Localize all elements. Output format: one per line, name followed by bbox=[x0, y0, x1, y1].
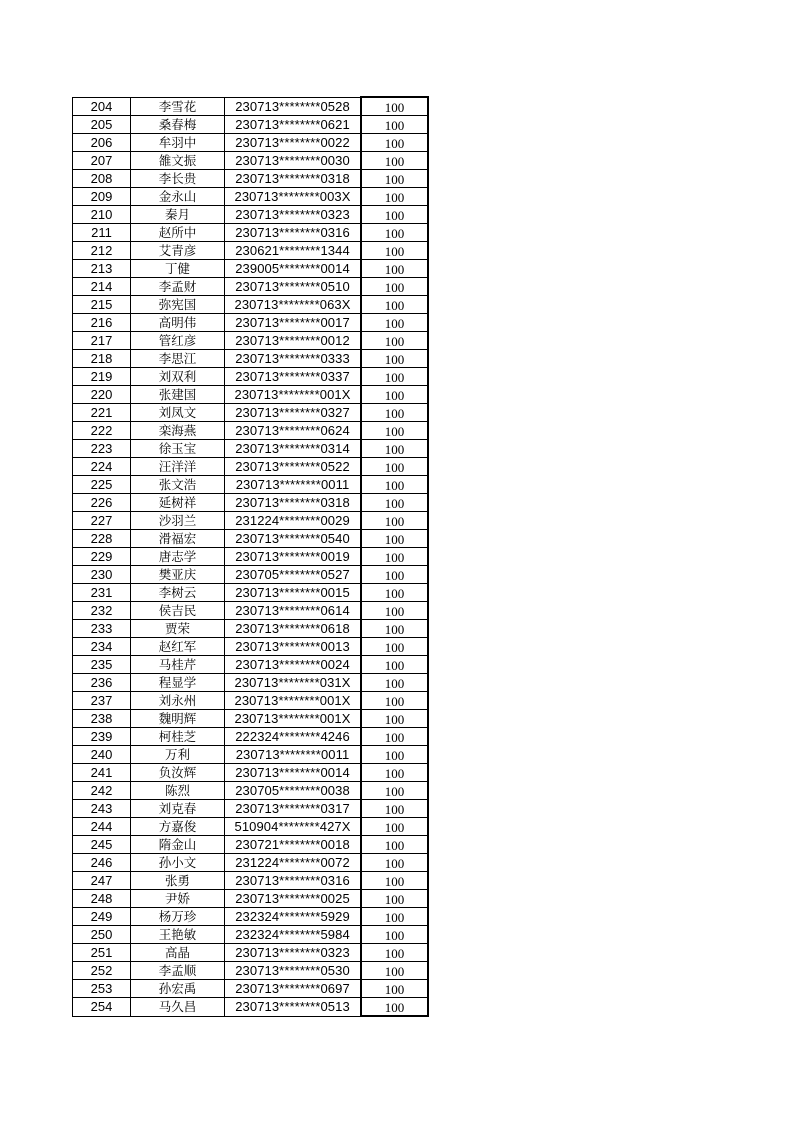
table-row bbox=[73, 224, 429, 242]
row-number: 250 bbox=[73, 926, 131, 944]
id-number: 230713********0025 bbox=[225, 890, 362, 908]
table-row bbox=[73, 944, 429, 962]
score-value: 100 bbox=[361, 97, 428, 116]
table-row bbox=[73, 332, 429, 350]
person-name: 汪洋洋 bbox=[131, 458, 225, 476]
person-name: 李思江 bbox=[131, 350, 225, 368]
score-value: 100 bbox=[361, 476, 428, 494]
row-number: 208 bbox=[73, 170, 131, 188]
table-row bbox=[73, 530, 429, 548]
id-number: 230705********0038 bbox=[225, 782, 362, 800]
id-number: 230713********0540 bbox=[225, 530, 362, 548]
id-number: 230713********0318 bbox=[225, 494, 362, 512]
table-row bbox=[73, 458, 429, 476]
score-value: 100 bbox=[361, 962, 428, 980]
score-value: 100 bbox=[361, 116, 428, 134]
row-number: 221 bbox=[73, 404, 131, 422]
score-value: 100 bbox=[361, 296, 428, 314]
person-name: 徐玉宝 bbox=[131, 440, 225, 458]
id-number: 230713********0510 bbox=[225, 278, 362, 296]
person-name: 孙宏禹 bbox=[131, 980, 225, 998]
id-number: 230713********0697 bbox=[225, 980, 362, 998]
person-name: 刘克春 bbox=[131, 800, 225, 818]
id-number: 230713********0318 bbox=[225, 170, 362, 188]
score-value: 100 bbox=[361, 800, 428, 818]
row-number: 238 bbox=[73, 710, 131, 728]
row-number: 206 bbox=[73, 134, 131, 152]
id-number: 230621********1344 bbox=[225, 242, 362, 260]
id-number: 231224********0029 bbox=[225, 512, 362, 530]
table-row bbox=[73, 746, 429, 764]
person-name: 王艳敏 bbox=[131, 926, 225, 944]
score-value: 100 bbox=[361, 422, 428, 440]
score-value: 100 bbox=[361, 926, 428, 944]
row-number: 219 bbox=[73, 368, 131, 386]
table-row bbox=[73, 872, 429, 890]
id-number: 230713********0317 bbox=[225, 800, 362, 818]
table-row bbox=[73, 278, 429, 296]
id-number: 230713********0314 bbox=[225, 440, 362, 458]
id-number: 230713********0030 bbox=[225, 152, 362, 170]
person-name: 尹娇 bbox=[131, 890, 225, 908]
table-row bbox=[73, 206, 429, 224]
row-number: 252 bbox=[73, 962, 131, 980]
row-number: 207 bbox=[73, 152, 131, 170]
score-value: 100 bbox=[361, 134, 428, 152]
score-value: 100 bbox=[361, 818, 428, 836]
id-number: 230713********0012 bbox=[225, 332, 362, 350]
id-number: 230713********0333 bbox=[225, 350, 362, 368]
person-name: 负汝辉 bbox=[131, 764, 225, 782]
id-number: 230713********0327 bbox=[225, 404, 362, 422]
id-number: 230713********0530 bbox=[225, 962, 362, 980]
row-number: 234 bbox=[73, 638, 131, 656]
row-number: 213 bbox=[73, 260, 131, 278]
person-name: 赵所中 bbox=[131, 224, 225, 242]
person-name: 张建国 bbox=[131, 386, 225, 404]
table-row bbox=[73, 926, 429, 944]
id-number: 230713********0614 bbox=[225, 602, 362, 620]
person-name: 陈烈 bbox=[131, 782, 225, 800]
person-name: 丁健 bbox=[131, 260, 225, 278]
row-number: 242 bbox=[73, 782, 131, 800]
table-row bbox=[73, 97, 429, 116]
score-value: 100 bbox=[361, 278, 428, 296]
row-number: 235 bbox=[73, 656, 131, 674]
person-name: 魏明辉 bbox=[131, 710, 225, 728]
id-number: 230713********0316 bbox=[225, 872, 362, 890]
table-row bbox=[73, 620, 429, 638]
score-value: 100 bbox=[361, 854, 428, 872]
table-row bbox=[73, 710, 429, 728]
person-name: 刘双利 bbox=[131, 368, 225, 386]
table-row bbox=[73, 548, 429, 566]
table-row bbox=[73, 674, 429, 692]
id-number: 232324********5929 bbox=[225, 908, 362, 926]
id-number: 230713********0621 bbox=[225, 116, 362, 134]
table-row bbox=[73, 764, 429, 782]
id-number: 230713********0013 bbox=[225, 638, 362, 656]
score-value: 100 bbox=[361, 980, 428, 998]
table-row bbox=[73, 188, 429, 206]
id-number: 230713********0337 bbox=[225, 368, 362, 386]
person-name: 李孟顺 bbox=[131, 962, 225, 980]
table-row bbox=[73, 980, 429, 998]
row-number: 225 bbox=[73, 476, 131, 494]
row-number: 248 bbox=[73, 890, 131, 908]
row-number: 229 bbox=[73, 548, 131, 566]
id-number: 230713********0323 bbox=[225, 944, 362, 962]
id-number: 232324********5984 bbox=[225, 926, 362, 944]
score-value: 100 bbox=[361, 944, 428, 962]
row-number: 243 bbox=[73, 800, 131, 818]
row-number: 217 bbox=[73, 332, 131, 350]
row-number: 240 bbox=[73, 746, 131, 764]
table-row bbox=[73, 494, 429, 512]
score-value: 100 bbox=[361, 602, 428, 620]
person-name: 牟羽中 bbox=[131, 134, 225, 152]
person-name: 马久昌 bbox=[131, 998, 225, 1017]
id-number: 230713********0017 bbox=[225, 314, 362, 332]
score-value: 100 bbox=[361, 998, 428, 1017]
row-number: 253 bbox=[73, 980, 131, 998]
score-value: 100 bbox=[361, 674, 428, 692]
id-number: 230713********0015 bbox=[225, 584, 362, 602]
row-number: 231 bbox=[73, 584, 131, 602]
person-name: 柯桂芝 bbox=[131, 728, 225, 746]
row-number: 251 bbox=[73, 944, 131, 962]
score-value: 100 bbox=[361, 746, 428, 764]
score-value: 100 bbox=[361, 836, 428, 854]
table-row bbox=[73, 818, 429, 836]
table-row bbox=[73, 800, 429, 818]
person-name: 刘永州 bbox=[131, 692, 225, 710]
person-name: 金永山 bbox=[131, 188, 225, 206]
row-number: 236 bbox=[73, 674, 131, 692]
score-value: 100 bbox=[361, 188, 428, 206]
table-row bbox=[73, 314, 429, 332]
person-name: 滑福宏 bbox=[131, 530, 225, 548]
table-row bbox=[73, 440, 429, 458]
row-number: 214 bbox=[73, 278, 131, 296]
row-number: 239 bbox=[73, 728, 131, 746]
id-number: 230713********0316 bbox=[225, 224, 362, 242]
table-row bbox=[73, 782, 429, 800]
score-value: 100 bbox=[361, 458, 428, 476]
id-number: 230713********0624 bbox=[225, 422, 362, 440]
person-name: 桑春梅 bbox=[131, 116, 225, 134]
score-value: 100 bbox=[361, 260, 428, 278]
score-value: 100 bbox=[361, 494, 428, 512]
id-number: 230713********063X bbox=[225, 296, 362, 314]
score-value: 100 bbox=[361, 224, 428, 242]
person-name: 李孟财 bbox=[131, 278, 225, 296]
person-name: 樊亚庆 bbox=[131, 566, 225, 584]
table-row bbox=[73, 134, 429, 152]
table-row bbox=[73, 602, 429, 620]
row-number: 222 bbox=[73, 422, 131, 440]
score-value: 100 bbox=[361, 386, 428, 404]
row-number: 254 bbox=[73, 998, 131, 1017]
table-row bbox=[73, 296, 429, 314]
row-number: 245 bbox=[73, 836, 131, 854]
score-value: 100 bbox=[361, 764, 428, 782]
score-value: 100 bbox=[361, 782, 428, 800]
row-number: 209 bbox=[73, 188, 131, 206]
person-name: 赵红军 bbox=[131, 638, 225, 656]
row-number: 215 bbox=[73, 296, 131, 314]
row-number: 220 bbox=[73, 386, 131, 404]
id-number: 230713********0323 bbox=[225, 206, 362, 224]
row-number: 212 bbox=[73, 242, 131, 260]
row-number: 228 bbox=[73, 530, 131, 548]
row-number: 227 bbox=[73, 512, 131, 530]
table-row bbox=[73, 998, 429, 1017]
person-name: 雒文振 bbox=[131, 152, 225, 170]
score-value: 100 bbox=[361, 242, 428, 260]
person-name: 刘凤文 bbox=[131, 404, 225, 422]
score-value: 100 bbox=[361, 332, 428, 350]
row-number: 226 bbox=[73, 494, 131, 512]
table-row bbox=[73, 890, 429, 908]
person-name: 杨万珍 bbox=[131, 908, 225, 926]
id-number: 222324********4246 bbox=[225, 728, 362, 746]
row-number: 210 bbox=[73, 206, 131, 224]
row-number: 204 bbox=[73, 97, 131, 116]
score-value: 100 bbox=[361, 170, 428, 188]
row-number: 232 bbox=[73, 602, 131, 620]
id-number: 230713********0528 bbox=[225, 97, 362, 116]
score-value: 100 bbox=[361, 350, 428, 368]
score-value: 100 bbox=[361, 440, 428, 458]
person-name: 李树云 bbox=[131, 584, 225, 602]
id-number: 230713********001X bbox=[225, 692, 362, 710]
score-value: 100 bbox=[361, 692, 428, 710]
person-name: 万利 bbox=[131, 746, 225, 764]
score-value: 100 bbox=[361, 620, 428, 638]
id-number: 230705********0527 bbox=[225, 566, 362, 584]
roster-table bbox=[72, 96, 429, 1017]
row-number: 249 bbox=[73, 908, 131, 926]
row-number: 211 bbox=[73, 224, 131, 242]
table-row bbox=[73, 260, 429, 278]
row-number: 216 bbox=[73, 314, 131, 332]
id-number: 230713********0011 bbox=[225, 476, 362, 494]
score-value: 100 bbox=[361, 206, 428, 224]
table-row bbox=[73, 908, 429, 926]
person-name: 秦月 bbox=[131, 206, 225, 224]
person-name: 侯吉民 bbox=[131, 602, 225, 620]
table-row bbox=[73, 368, 429, 386]
person-name: 孙小文 bbox=[131, 854, 225, 872]
person-name: 高明伟 bbox=[131, 314, 225, 332]
table-row bbox=[73, 566, 429, 584]
score-value: 100 bbox=[361, 728, 428, 746]
score-value: 100 bbox=[361, 566, 428, 584]
person-name: 管红彦 bbox=[131, 332, 225, 350]
id-number: 230713********0522 bbox=[225, 458, 362, 476]
row-number: 246 bbox=[73, 854, 131, 872]
row-number: 223 bbox=[73, 440, 131, 458]
score-value: 100 bbox=[361, 584, 428, 602]
roster-body bbox=[73, 97, 429, 1016]
table-row bbox=[73, 584, 429, 602]
row-number: 244 bbox=[73, 818, 131, 836]
score-value: 100 bbox=[361, 314, 428, 332]
score-value: 100 bbox=[361, 548, 428, 566]
id-number: 230713********001X bbox=[225, 710, 362, 728]
row-number: 237 bbox=[73, 692, 131, 710]
row-number: 233 bbox=[73, 620, 131, 638]
table-row bbox=[73, 170, 429, 188]
score-value: 100 bbox=[361, 530, 428, 548]
person-name: 隋金山 bbox=[131, 836, 225, 854]
table-row bbox=[73, 836, 429, 854]
table-row bbox=[73, 476, 429, 494]
id-number: 230713********0022 bbox=[225, 134, 362, 152]
row-number: 218 bbox=[73, 350, 131, 368]
id-number: 230721********0018 bbox=[225, 836, 362, 854]
person-name: 李雪花 bbox=[131, 97, 225, 116]
id-number: 230713********0618 bbox=[225, 620, 362, 638]
id-number: 230713********031X bbox=[225, 674, 362, 692]
id-number: 230713********003X bbox=[225, 188, 362, 206]
table-row bbox=[73, 692, 429, 710]
person-name: 栾海燕 bbox=[131, 422, 225, 440]
person-name: 张文浩 bbox=[131, 476, 225, 494]
row-number: 241 bbox=[73, 764, 131, 782]
person-name: 马桂芹 bbox=[131, 656, 225, 674]
id-number: 510904********427X bbox=[225, 818, 362, 836]
score-value: 100 bbox=[361, 908, 428, 926]
person-name: 艾青彦 bbox=[131, 242, 225, 260]
score-value: 100 bbox=[361, 890, 428, 908]
table-row bbox=[73, 638, 429, 656]
score-value: 100 bbox=[361, 638, 428, 656]
table-row bbox=[73, 350, 429, 368]
row-number: 247 bbox=[73, 872, 131, 890]
table-row bbox=[73, 422, 429, 440]
id-number: 230713********0014 bbox=[225, 764, 362, 782]
person-name: 高晶 bbox=[131, 944, 225, 962]
id-number: 239005********0014 bbox=[225, 260, 362, 278]
row-number: 205 bbox=[73, 116, 131, 134]
person-name: 贾荣 bbox=[131, 620, 225, 638]
id-number: 230713********0019 bbox=[225, 548, 362, 566]
table-row bbox=[73, 656, 429, 674]
person-name: 李长贵 bbox=[131, 170, 225, 188]
score-value: 100 bbox=[361, 152, 428, 170]
person-name: 方嘉俊 bbox=[131, 818, 225, 836]
person-name: 唐志学 bbox=[131, 548, 225, 566]
person-name: 弥宪国 bbox=[131, 296, 225, 314]
score-value: 100 bbox=[361, 710, 428, 728]
table-row bbox=[73, 404, 429, 422]
id-number: 230713********0024 bbox=[225, 656, 362, 674]
person-name: 沙羽兰 bbox=[131, 512, 225, 530]
person-name: 程显学 bbox=[131, 674, 225, 692]
score-value: 100 bbox=[361, 404, 428, 422]
score-value: 100 bbox=[361, 512, 428, 530]
row-number: 224 bbox=[73, 458, 131, 476]
table-row bbox=[73, 386, 429, 404]
person-name: 延树祥 bbox=[131, 494, 225, 512]
table-row bbox=[73, 728, 429, 746]
table-row bbox=[73, 116, 429, 134]
score-value: 100 bbox=[361, 368, 428, 386]
id-number: 230713********0011 bbox=[225, 746, 362, 764]
table-row bbox=[73, 152, 429, 170]
table-row bbox=[73, 512, 429, 530]
id-number: 230713********001X bbox=[225, 386, 362, 404]
table-row bbox=[73, 242, 429, 260]
score-value: 100 bbox=[361, 872, 428, 890]
person-name: 张勇 bbox=[131, 872, 225, 890]
id-number: 230713********0513 bbox=[225, 998, 362, 1017]
table-row bbox=[73, 962, 429, 980]
table-row bbox=[73, 854, 429, 872]
id-number: 231224********0072 bbox=[225, 854, 362, 872]
row-number: 230 bbox=[73, 566, 131, 584]
score-value: 100 bbox=[361, 656, 428, 674]
